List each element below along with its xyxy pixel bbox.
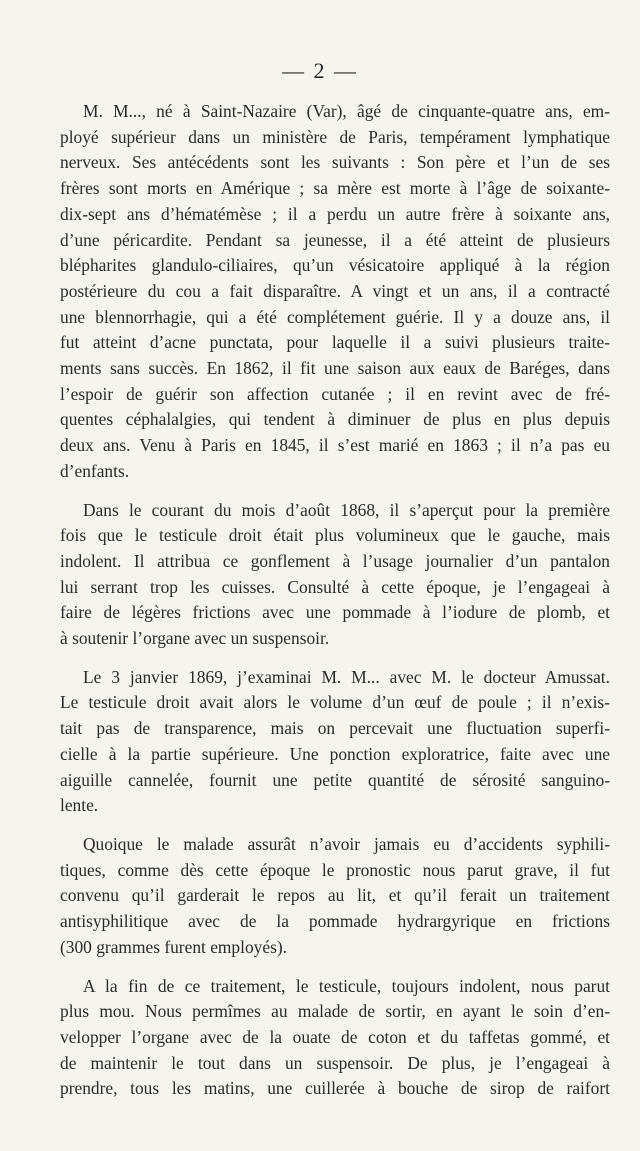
text-line: velopper l’organe avec de la ouate de coton et du taffetas gommé, et: [60, 1026, 610, 1047]
paragraph: [60, 498, 610, 652]
text-line: M. M..., né à Saint-Nazaire (Var), âgé de cinquante-quatre ans, em-: [83, 101, 610, 121]
text-line: fois que le testicule droit était plus volumineux que le gauche, mais: [60, 525, 610, 546]
text-line: ployé supérieur dans un ministère de Paris, tempérament lymphatique: [60, 126, 610, 147]
text-line: (300 grammes furent employés).: [60, 936, 287, 957]
text-line: de maintenir le tout dans un suspensoir. De plus, je l’engageai à: [60, 1052, 610, 1073]
body-text: [60, 99, 610, 1102]
text-line: lente.: [60, 795, 99, 816]
text-line: Le 3 janvier 1869, j’examinai M. M... avec M. le docteur Amussat.: [83, 666, 610, 687]
text-line: Quoique le malade assurât n’avoir jamais eu d’accidents syphili-: [83, 833, 610, 854]
text-line: prendre, tous les matins, une cuillerée à bouche de sirop de raifort: [60, 1078, 610, 1099]
text-line: antisyphilitique avec de la pommade hydrargyrique en frictions: [60, 911, 610, 932]
text-line: plus mou. Nous permîmes au malade de sortir, en ayant le soin d’en-: [60, 1001, 610, 1022]
text-line: aiguille cannelée, fournit une petite quantité de sérosité sanguino-: [60, 769, 610, 790]
text-line: à soutenir l’organe avec un suspensoir.: [60, 628, 330, 649]
text-line: tait pas de transparence, mais on percevait une fluctuation superfi-: [60, 718, 610, 739]
text-line: blépharites glandulo-ciliaires, qu’un vésicatoire appliqué à la région: [60, 255, 610, 276]
text-line: ments sans succès. En 1862, il fit une saison aux eaux de Baréges, dans: [60, 358, 610, 379]
paragraph-gap: [60, 485, 610, 498]
text-line: fut atteint d’acne punctata, pour laquelle il a suivi plusieurs traite-: [60, 332, 610, 353]
text-line: deux ans. Venu à Paris en 1845, il s’est marié en 1863 ; il n’a pas eu: [60, 435, 610, 456]
text-line: Le testicule droit avait alors le volume d’un œuf de poule ; il n’exis-: [60, 692, 610, 713]
paragraph: [60, 665, 610, 819]
text-line: indolent. Il attribua ce gonflement à l’usage journalier d’un pantalon: [60, 550, 610, 571]
text-line: Dans le courant du mois d’août 1868, il s’aperçut pour la première: [83, 499, 610, 520]
page-number: — 2 —: [282, 58, 358, 83]
text-line: nerveux. Ses antécédents sont les suivants : Son père et l’un de ses: [60, 152, 610, 173]
text-line: d’une péricardite. Pendant sa jeunesse, il a été atteint de plusieurs: [60, 229, 610, 250]
text-line: cielle à la partie supérieure. Une ponction exploratrice, faite avec une: [60, 743, 610, 764]
paragraph-gap: [60, 652, 610, 665]
text-line: dix-sept ans d’hématémèse ; il a perdu un autre frère à soixante ans,: [60, 203, 610, 224]
text-line: d’enfants.: [60, 460, 130, 481]
text-line: postérieure du cou a fait disparaître. A vingt et un ans, il a contracté: [60, 280, 610, 301]
text-line: quentes céphalalgies, qui tendent à diminuer de plus en plus depuis: [60, 409, 610, 430]
text-line: faire de légères frictions avec une pommade à l’iodure de plomb, et: [60, 602, 610, 623]
paragraph-gap: [60, 961, 610, 974]
text-line: A la fin de ce traitement, le testicule, toujours indolent, nous parut: [83, 975, 610, 996]
text-line: lui serrant trop les cuisses. Consulté à cette époque, je l’engageai à: [60, 576, 610, 597]
text-line: une blennorrhagie, qui a été complétement guérie. Il y a douze ans, il: [60, 306, 610, 327]
text-line: l’espoir de guérir son affection cutanée ; il en revint avec de fré-: [60, 383, 610, 404]
text-line: convenu qu’il garderait le repos au lit, et qu’il ferait un traitement: [60, 885, 610, 906]
text-line: tiques, comme dès cette époque le pronostic nous parut grave, il fut: [60, 859, 610, 880]
paragraph: [60, 832, 610, 961]
text-line: frères sont morts en Amérique ; sa mère est morte à l’âge de soixante-: [60, 178, 610, 199]
paragraph: [60, 99, 610, 485]
paragraph: [60, 974, 610, 1103]
paragraph-gap: [60, 819, 610, 832]
